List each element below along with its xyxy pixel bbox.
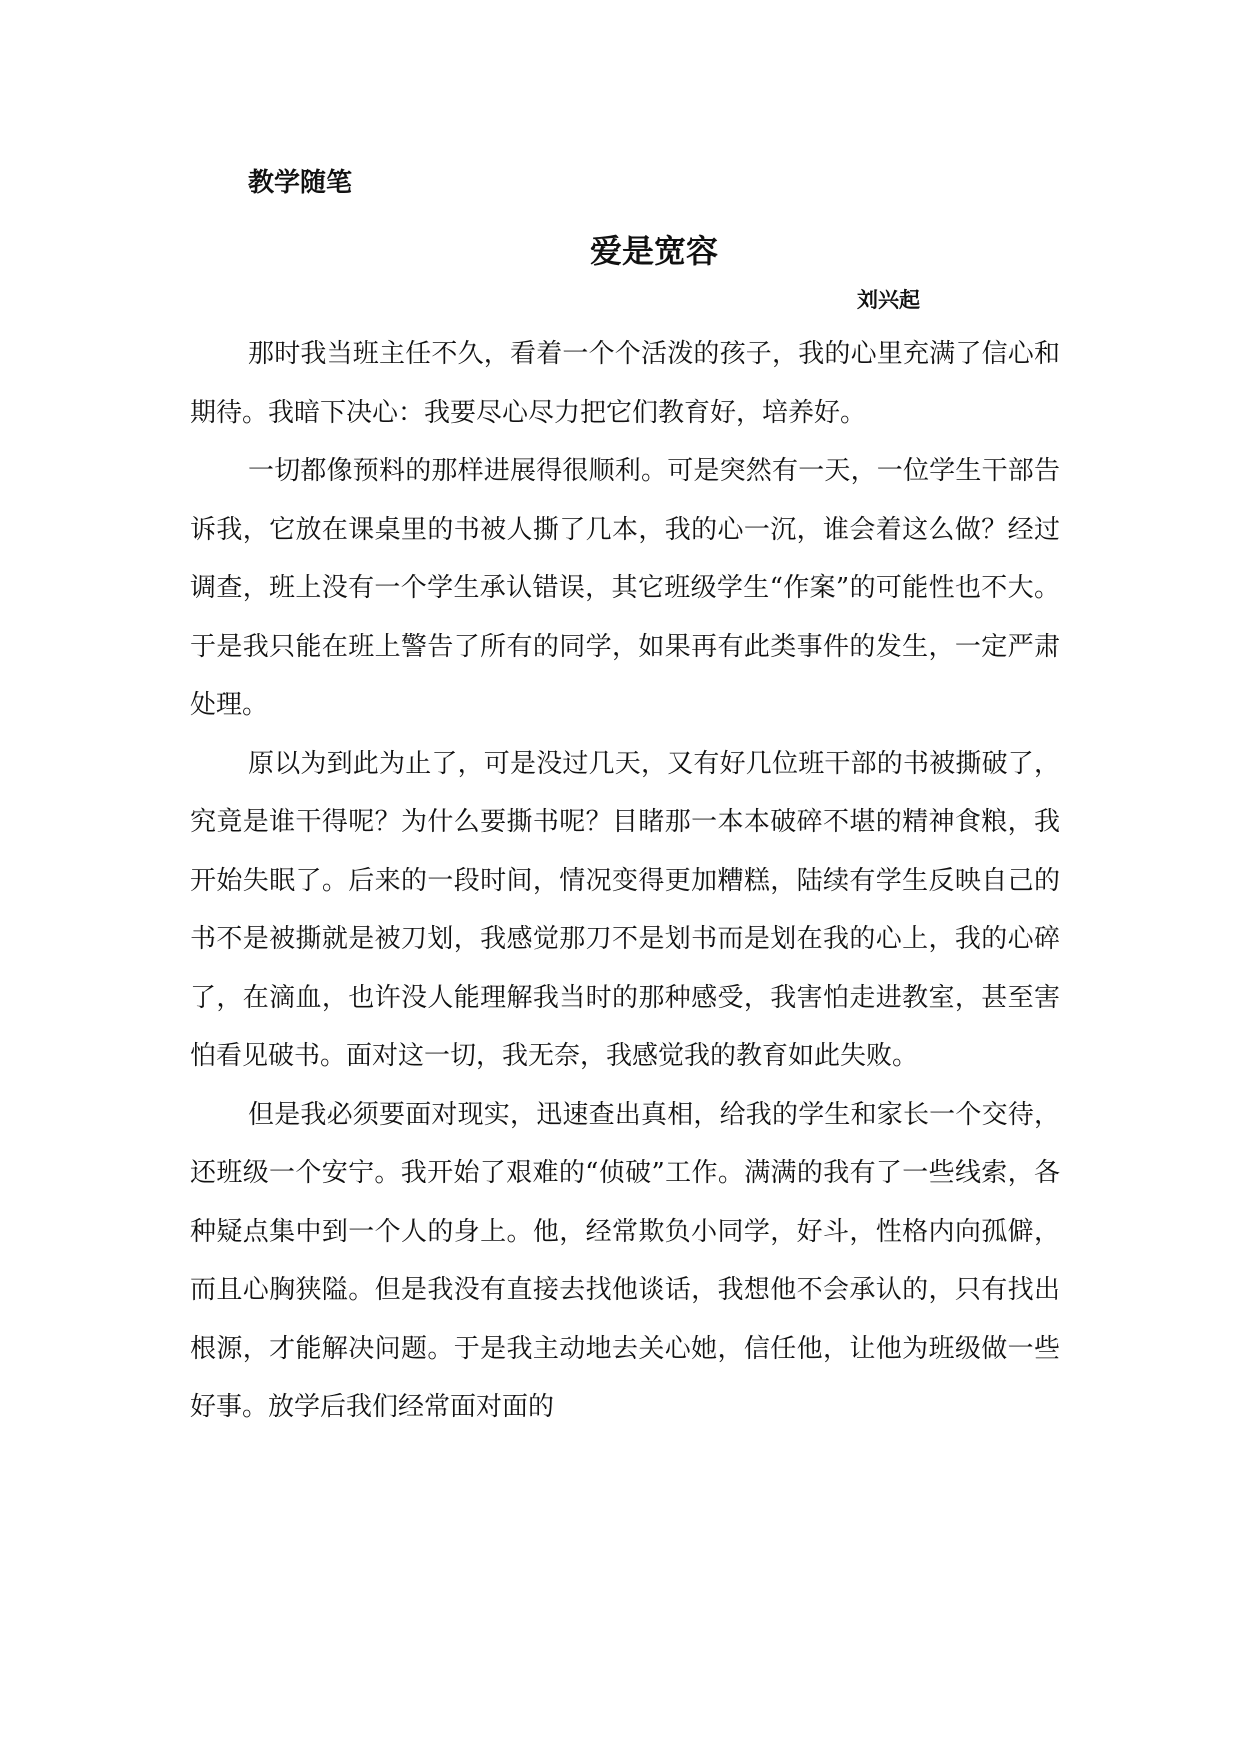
paragraph: 原以为到此为止了，可是没过几天，又有好几位班干部的书被撕破了，究竟是谁干得呢？为什么要撕书呢？目睹那一本本破碎不堪的精神食粮，我开始失眠了。后来的一段时间，情况变得更加糟糕，陆续有学生反映自己的书不是被撕就是被刀划，我感觉那刀不是划书而是划在我的心上，我的心碎了，在滴血，也许没人能理解我当时的那种感受，我害怕走进教室，甚至害怕看见破书。面对这一切，我无奈，我感觉我的教育如此失败。 [190, 748, 1060, 1071]
author-name: 刘兴起 [857, 288, 920, 312]
paragraph: 但是我必须要面对现实，迅速查出真相，给我的学生和家长一个交待，还班级一个安宁。我开始了艰难的“侦破”工作。满满的我有了一些线索，各种疑点集中到一个人的身上。他，经常欺负小同学，好斗，性格内向孤僻，而且心胸狭隘。但是我没有直接去找他谈话，我想他不会承认的，只有找出根源，才能解决问题。于是我主动地去关心她，信任他，让他为班级做一些好事。放学后我们经常面对面的 [190, 1099, 1060, 1422]
category-label: 教学随笔 [248, 168, 353, 198]
paragraph: 一切都像预料的那样进展得很顺利。可是突然有一天，一位学生干部告诉我，它放在课桌里的书被人撕了几本，我的心一沉，谁会着这么做？经过调查，班上没有一个学生承认错误，其它班级学生“作案”的可能性也不大。于是我只能在班上警告了所有的同学，如果再有此类事件的发生，一定严肃处理。 [190, 456, 1060, 720]
document-title: 爱是宽容 [590, 232, 719, 270]
paragraph: 那时我当班主任不久，看着一个个活泼的孩子，我的心里充满了信心和期待。我暗下决心：我要尽心尽力把它们教育好，培养好。 [190, 339, 1060, 428]
article-body [190, 325, 1060, 1437]
